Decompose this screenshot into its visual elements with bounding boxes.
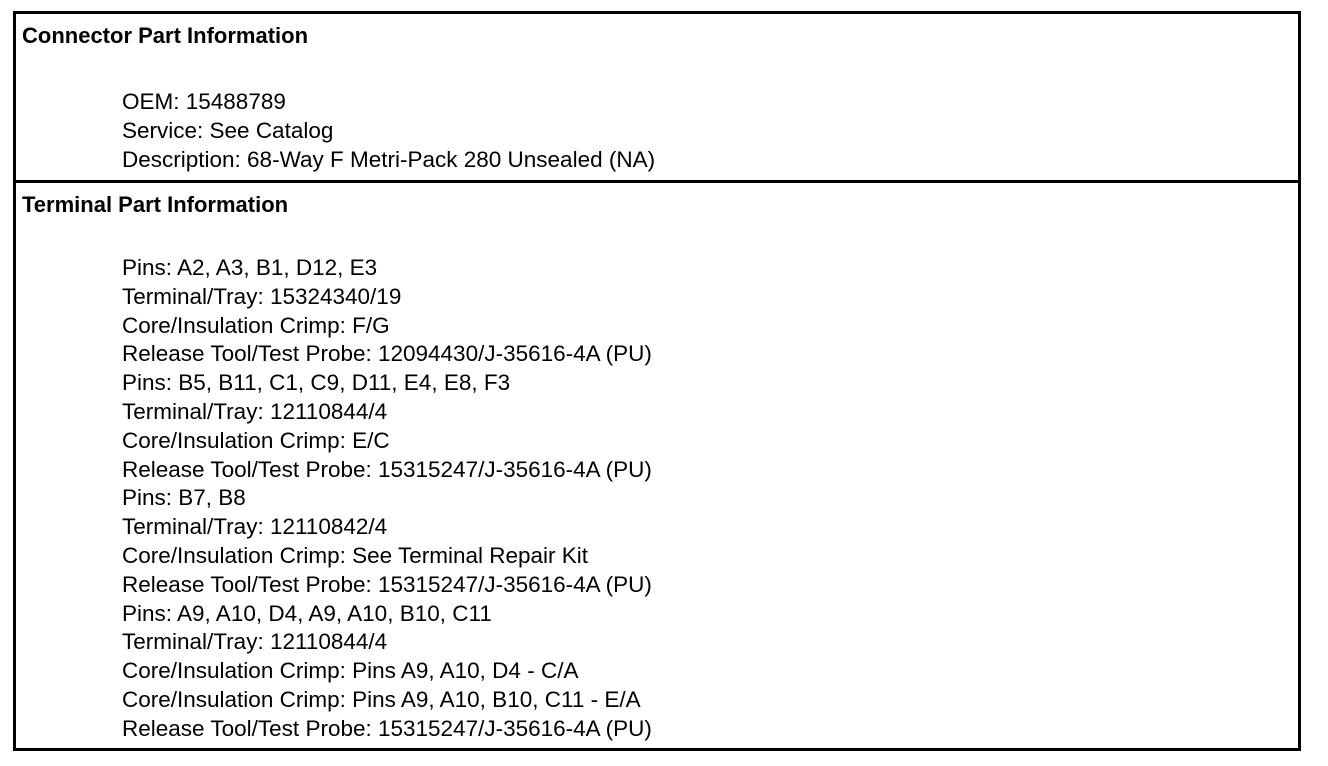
terminal-crimp-line: Core/Insulation Crimp: See Terminal Repair Kit [122,542,589,568]
connector-section-title: Connector Part Information [22,23,309,48]
terminal-pins-line: Pins: A9, A10, D4, A9, A10, B10, C11 [122,600,492,626]
terminal-pins-line: Pins: B5, B11, C1, C9, D11, E4, E8, F3 [122,370,511,396]
terminal-release-tool-line: Release Tool/Test Probe: 15315247/J-35616-4A (PU) [122,571,652,597]
terminal-details-list [122,254,652,744]
terminal-crimp-line: Core/Insulation Crimp: F/G [122,312,390,338]
connector-oem-line: OEM: 15488789 [122,89,286,114]
terminal-part-information-section [16,183,1298,748]
terminal-crimp-line: Core/Insulation Crimp: Pins A9, A10, B10, C11 - E/A [122,686,641,712]
terminal-release-tool-line: Release Tool/Test Probe: 12094430/J-35616-4A (PU) [122,341,652,367]
part-information-table [13,11,1301,751]
terminal-tray-line: Terminal/Tray: 12110844/4 [122,398,388,424]
terminal-pins-line: Pins: A2, A3, B1, D12, E3 [122,255,378,280]
terminal-section-title: Terminal Part Information [22,192,289,217]
connector-description-line: Description: 68-Way F Metri-Pack 280 Unsealed (NA) [122,146,656,172]
terminal-pins-line: Pins: B7, B8 [122,485,246,511]
terminal-crimp-line: Core/Insulation Crimp: Pins A9, A10, D4 - C/A [122,658,579,684]
terminal-tray-line: Terminal/Tray: 15324340/19 [122,283,402,309]
terminal-tray-line: Terminal/Tray: 12110842/4 [122,514,388,540]
terminal-release-tool-line: Release Tool/Test Probe: 15315247/J-35616-4A (PU) [122,715,652,741]
connector-service-line: Service: See Catalog [122,117,334,143]
connector-part-information-section [16,14,1298,180]
terminal-tray-line: Terminal/Tray: 12110844/4 [122,629,388,655]
connector-details-list [122,88,655,174]
terminal-release-tool-line: Release Tool/Test Probe: 15315247/J-35616-4A (PU) [122,456,652,482]
terminal-crimp-line: Core/Insulation Crimp: E/C [122,427,390,453]
